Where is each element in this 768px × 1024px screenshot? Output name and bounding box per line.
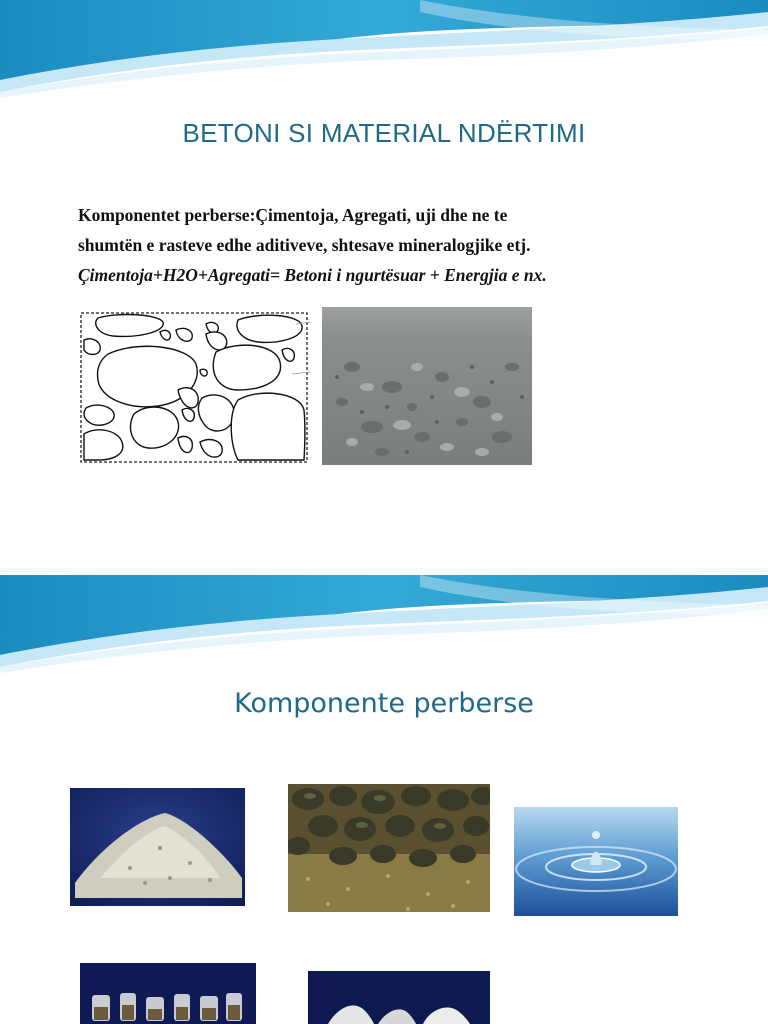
aggregate-gravel-photo <box>288 784 490 920</box>
concrete-photo <box>322 307 532 465</box>
cement-photo <box>70 788 245 906</box>
aggregate-diagram <box>78 310 310 465</box>
additives-jars-photo <box>80 963 256 1024</box>
water-drop-photo <box>514 807 678 916</box>
slide-2-title: Komponente perberse <box>234 688 534 719</box>
body-line-1: Komponentet perberse:Çimentoja, Agregati, uji dhe ne te <box>78 205 508 225</box>
slide-2 <box>0 575 768 1024</box>
mineral-additions-photo <box>308 971 490 1024</box>
slide-1-body <box>78 200 738 290</box>
header-wave-decoration <box>0 0 768 110</box>
header-wave-decoration <box>0 575 768 685</box>
equation-line: Çimentoja+H2O+Agregati= Betoni i ngurtësuar + Energjia e nx. <box>78 265 547 285</box>
body-line-2: shumtën e rasteve edhe aditiveve, shtesave mineralogjike etj. <box>78 235 531 255</box>
slide-1-title: BETONI SI MATERIAL NDËRTIMI <box>182 118 586 148</box>
